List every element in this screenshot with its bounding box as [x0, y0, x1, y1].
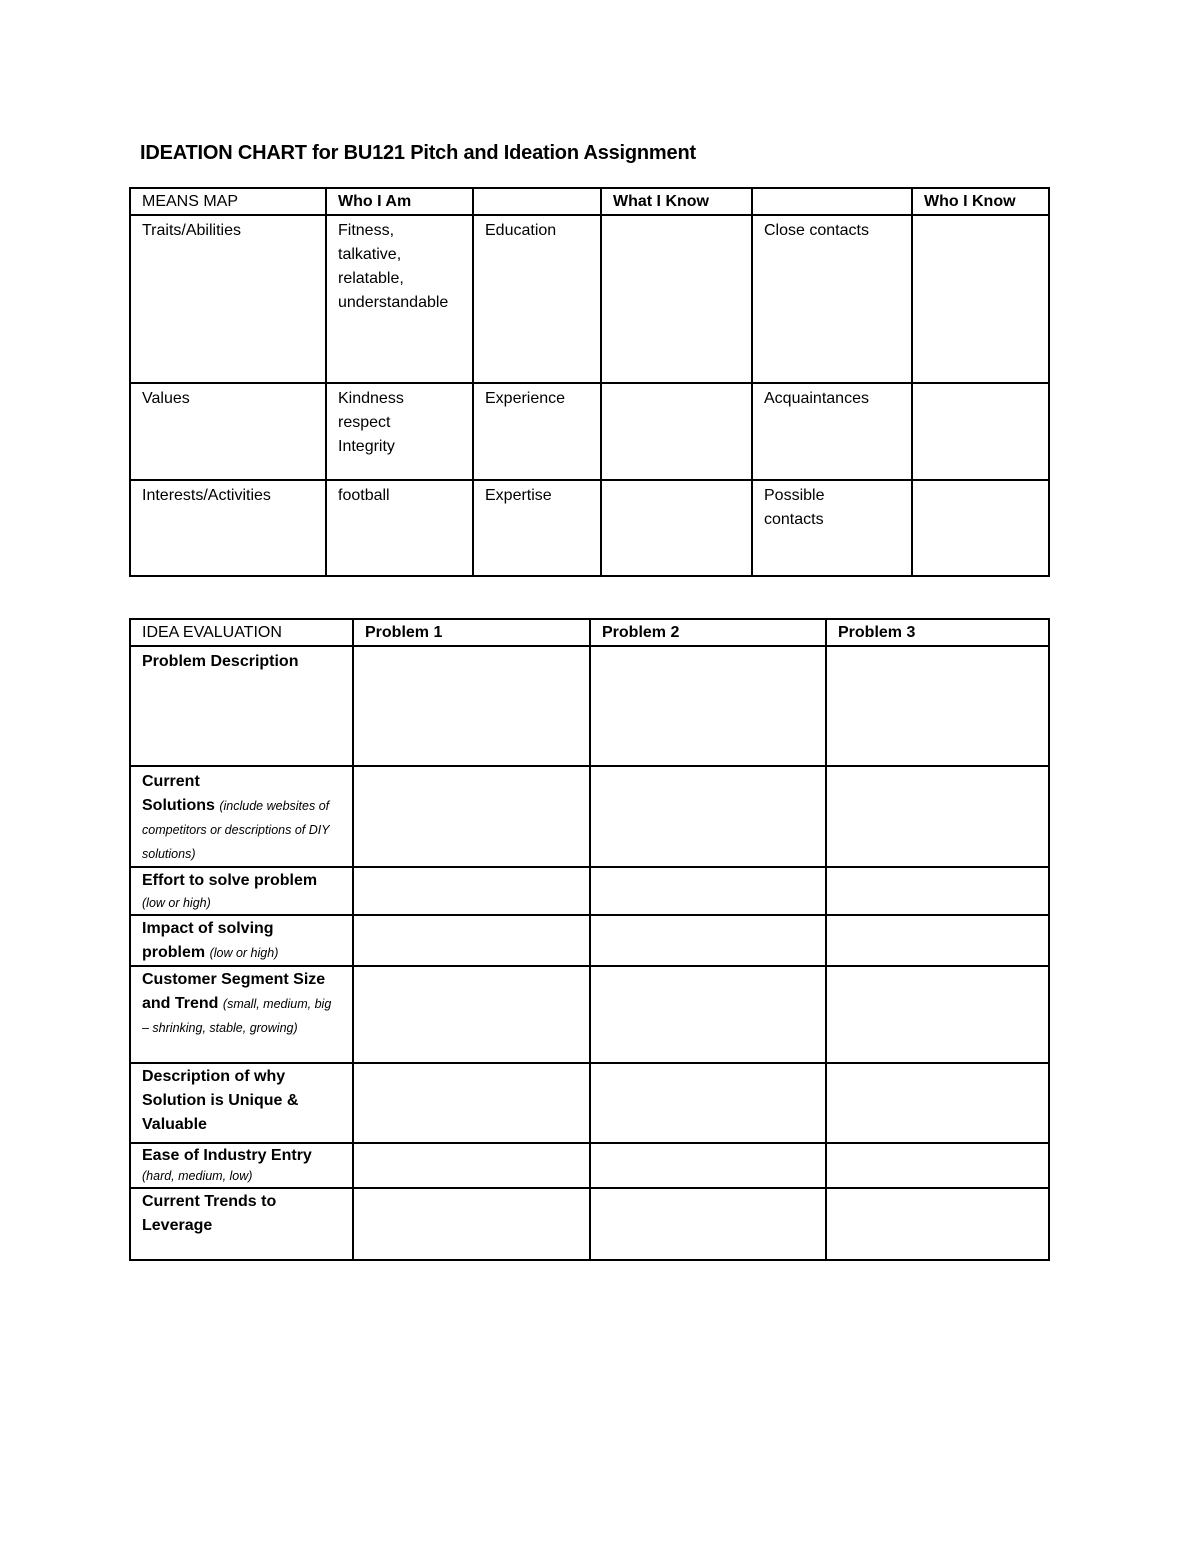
- eval-label-line: Solution is Unique &: [142, 1092, 299, 1109]
- eval-row-label: [130, 1143, 353, 1188]
- contacts-label-possible: [752, 480, 912, 576]
- who-i-am-values-cell: [326, 383, 473, 480]
- eval-row-impact: [130, 915, 1049, 966]
- eval-row-current-trends: [130, 1188, 1049, 1260]
- know-label-education: Education: [473, 215, 601, 383]
- problem-3-cell: [826, 867, 1049, 915]
- eval-label-line: and Trend: [142, 995, 219, 1012]
- problem-2-cell: [590, 1188, 826, 1260]
- problem-1-cell: [353, 766, 590, 867]
- problem-2-cell: [590, 867, 826, 915]
- problem-2-header: Problem 2: [590, 619, 826, 646]
- eval-hint: (include websites of competitors or descriptions of DIY solutions): [142, 799, 330, 861]
- document-title: IDEATION CHART for BU121 Pitch and Ideation Assignment: [140, 142, 696, 164]
- know-label-experience: Experience: [473, 383, 601, 480]
- possible-contacts-line: Possible: [764, 487, 825, 504]
- close-contacts-value-cell: [912, 215, 1049, 383]
- problem-3-cell: [826, 646, 1049, 766]
- interest-line: football: [338, 487, 390, 504]
- eval-row-label: [130, 1063, 353, 1143]
- row-label-traits: Traits/Abilities: [130, 215, 326, 383]
- problem-1-cell: [353, 1063, 590, 1143]
- problem-1-cell: [353, 867, 590, 915]
- idea-eval-header-cell: IDEA EVALUATION: [130, 619, 353, 646]
- eval-label-line: Impact of solving: [142, 920, 274, 937]
- problem-1-cell: [353, 966, 590, 1063]
- eval-row-label: [130, 915, 353, 966]
- contacts-label-close: Close contacts: [752, 215, 912, 383]
- eval-row-current-solutions: [130, 766, 1049, 867]
- eval-row-label: [130, 966, 353, 1063]
- problem-3-cell: [826, 966, 1049, 1063]
- eval-row-label: [130, 1188, 353, 1260]
- eval-label-line: Solutions: [142, 797, 215, 814]
- eval-label-line: Description of why: [142, 1068, 286, 1085]
- eval-row-customer-segment: [130, 966, 1049, 1063]
- eval-row-industry-entry: [130, 1143, 1049, 1188]
- who-i-am-header: Who I Am: [326, 188, 473, 215]
- value-line: respect: [338, 414, 391, 431]
- eval-hint: (small, medium, big – shrinking, stable, growing): [142, 997, 332, 1035]
- problem-2-cell: [590, 1063, 826, 1143]
- who-i-know-header: Who I Know: [912, 188, 1049, 215]
- eval-label-line: Valuable: [142, 1116, 207, 1133]
- expertise-value-cell: [601, 480, 752, 576]
- eval-label-line: Effort to solve problem: [142, 872, 318, 889]
- problem-2-cell: [590, 915, 826, 966]
- blank-header-cell: [473, 188, 601, 215]
- eval-row-problem-description: [130, 646, 1049, 766]
- trait-line: understandable: [338, 294, 449, 311]
- problem-3-cell: [826, 915, 1049, 966]
- row-label-values: Values: [130, 383, 326, 480]
- eval-label-line: Leverage: [142, 1217, 213, 1234]
- problem-3-cell: [826, 1063, 1049, 1143]
- means-map-table: [129, 187, 1050, 577]
- problem-2-cell: [590, 1143, 826, 1188]
- eval-row-unique-valuable: [130, 1063, 1049, 1143]
- who-i-am-traits-cell: [326, 215, 473, 383]
- means-map-row-values: [130, 383, 1049, 480]
- problem-2-cell: [590, 766, 826, 867]
- eval-label-line: Customer Segment Size: [142, 971, 326, 988]
- problem-2-cell: [590, 966, 826, 1063]
- possible-contacts-value-cell: [912, 480, 1049, 576]
- eval-row-label: [130, 646, 353, 766]
- eval-label-line: Current: [142, 773, 200, 790]
- possible-contacts-line: contacts: [764, 511, 824, 528]
- know-label-expertise: Expertise: [473, 480, 601, 576]
- problem-2-cell: [590, 646, 826, 766]
- trait-line: Fitness,: [338, 222, 395, 239]
- eval-row-label: [130, 867, 353, 915]
- idea-evaluation-table: [129, 618, 1050, 1261]
- eval-label-line: Current Trends to: [142, 1193, 277, 1210]
- means-map-row-interests: [130, 480, 1049, 576]
- idea-eval-header-row: [130, 619, 1049, 646]
- problem-1-cell: [353, 1143, 590, 1188]
- education-value-cell: [601, 215, 752, 383]
- eval-label-line: Problem Description: [142, 653, 299, 670]
- means-map-header-row: [130, 188, 1049, 215]
- problem-3-header: Problem 3: [826, 619, 1049, 646]
- value-line: Integrity: [338, 438, 395, 455]
- row-label-interests: Interests/Activities: [130, 480, 326, 576]
- experience-value-cell: [601, 383, 752, 480]
- eval-label-line: Ease of Industry Entry: [142, 1147, 312, 1164]
- trait-line: relatable,: [338, 270, 404, 287]
- who-i-am-interests-cell: [326, 480, 473, 576]
- problem-3-cell: [826, 1188, 1049, 1260]
- problem-3-cell: [826, 766, 1049, 867]
- problem-1-header: Problem 1: [353, 619, 590, 646]
- problem-3-cell: [826, 1143, 1049, 1188]
- problem-1-cell: [353, 915, 590, 966]
- blank-header-cell: [752, 188, 912, 215]
- eval-row-effort: [130, 867, 1049, 915]
- means-map-row-traits: [130, 215, 1049, 383]
- value-line: Kindness: [338, 390, 404, 407]
- eval-hint: (hard, medium, low): [142, 1169, 253, 1183]
- problem-1-cell: [353, 1188, 590, 1260]
- eval-row-label: [130, 766, 353, 867]
- problem-1-cell: [353, 646, 590, 766]
- what-i-know-header: What I Know: [601, 188, 752, 215]
- contacts-label-acquaintances: Acquaintances: [752, 383, 912, 480]
- eval-hint: (low or high): [142, 896, 211, 910]
- trait-line: talkative,: [338, 246, 402, 263]
- means-map-header-cell: MEANS MAP: [130, 188, 326, 215]
- acquaintances-value-cell: [912, 383, 1049, 480]
- eval-hint: (low or high): [209, 946, 279, 960]
- eval-label-line: problem: [142, 944, 206, 961]
